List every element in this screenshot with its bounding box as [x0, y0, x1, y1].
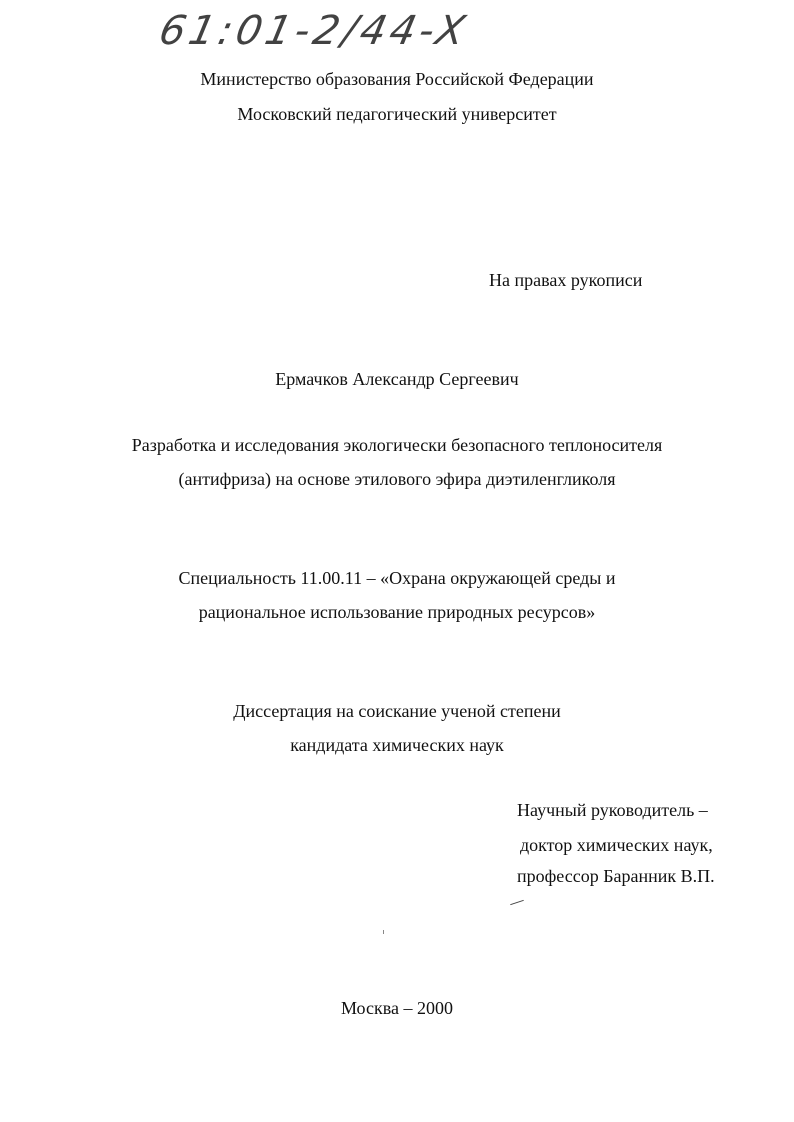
pen-stroke-mark — [510, 900, 524, 905]
thesis-title-line-2: (антифриза) на основе этилового эфира диэтиленгликоля — [178, 469, 616, 489]
dissertation-line-2: кандидата химических наук — [290, 735, 504, 755]
rights-note: На правах рукописи — [489, 270, 643, 290]
supervisor-role: Научный руководитель – — [517, 800, 708, 820]
handwritten-catalog-code: 61:01-2/44-X — [155, 8, 473, 54]
city-year: Москва – 2000 — [341, 998, 453, 1018]
ministry-heading: Министерство образования Российской Федерации — [200, 69, 594, 89]
specialty-line-2: рациональное использование природных ресурсов» — [198, 602, 596, 622]
scan-speck-mark — [383, 930, 384, 934]
dissertation-line-1: Диссертация на соискание ученой степени — [233, 701, 561, 721]
supervisor-degree: доктор химических наук, — [520, 835, 713, 855]
author-name: Ермачков Александр Сергеевич — [275, 369, 519, 389]
university-heading: Московский педагогический университет — [237, 104, 557, 124]
thesis-title-line-1: Разработка и исследования экологически безопасного теплоносителя — [131, 435, 663, 455]
supervisor-name: профессор Баранник В.П. — [517, 866, 715, 886]
specialty-line-1: Специальность 11.00.11 – «Охрана окружающей среды и — [178, 568, 616, 588]
